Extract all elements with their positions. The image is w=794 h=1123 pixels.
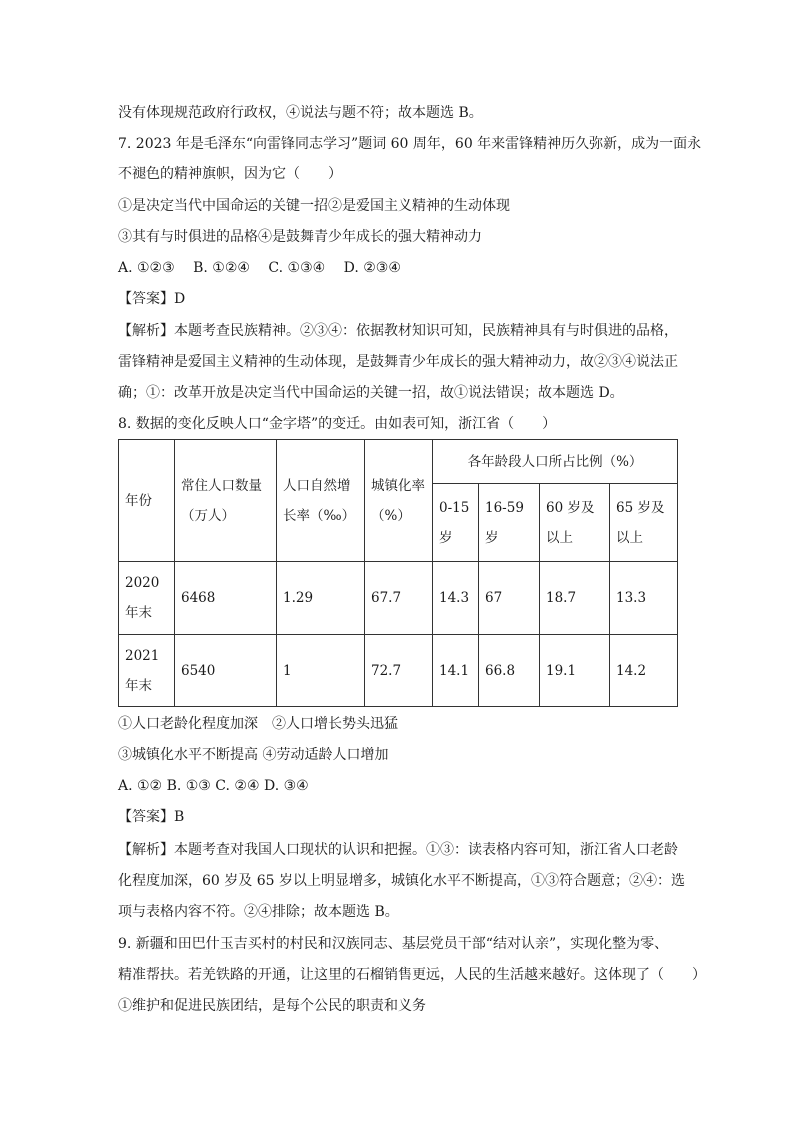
q7-answer: 【答案】D xyxy=(118,291,186,307)
q9-stem-line-1: 9. 新疆和田巴什玉吉买村的村民和汉族同志、基层党员干部“结对认亲”，实现化整为零、 xyxy=(118,936,669,952)
cell-age-65-plus: 13.3 xyxy=(610,562,678,635)
cell-age-0-15: 14.3 xyxy=(433,562,479,635)
cell-urban: 72.7 xyxy=(365,635,433,707)
cell-urban: 67.7 xyxy=(365,562,433,635)
cell-age-65-plus: 14.2 xyxy=(610,635,678,707)
q7-options-line-2: ③其有与时俱进的品格④是鼓舞青少年成长的强大精神动力 xyxy=(118,229,482,245)
q7-options-line-1: ①是决定当代中国命运的关键一招②是爱国主义精神的生动体现 xyxy=(118,198,510,214)
header-year: 年份 xyxy=(119,440,175,562)
q7-analysis-line-3: 确；①：改革开放是决定当代中国命运的关键一招，故①说法错误；故本题选 D。 xyxy=(118,385,624,401)
table-row xyxy=(119,562,678,635)
header-age-60-plus: 60 岁及以上 xyxy=(540,484,610,562)
q8-choices: A. ①② B. ①③ C. ②④ D. ③④ xyxy=(118,778,309,794)
q9-options-line-1: ①维护和促进民族团结，是每个公民的职责和义务 xyxy=(118,998,426,1014)
q8-analysis-line-2: 化程度加深，60 岁及 65 岁以上明显增多，城镇化水平不断提高，①③符合题意；②④：选 xyxy=(118,873,685,889)
header-age-group: 各年龄段人口所占比例（%） xyxy=(433,440,678,484)
cell-age-16-59: 66.8 xyxy=(479,635,540,707)
cell-population: 6540 xyxy=(175,635,277,707)
prev-analysis-end: 没有体现规范政府行政权，④说法与题不符；故本题选 B。 xyxy=(118,105,483,121)
q7-choices: A. ①②③ B. ①②④ C. ①③④ D. ②③④ xyxy=(118,260,401,276)
cell-age-60-plus: 18.7 xyxy=(540,562,610,635)
cell-growth: 1 xyxy=(277,635,365,707)
q8-analysis-line-1: 【解析】本题考查对我国人口现状的认识和把握。①③：读表格内容可知，浙江省人口老龄 xyxy=(118,842,678,858)
q8-options-line-1: ①人口老龄化程度加深 ②人口增长势头迅猛 xyxy=(118,716,398,732)
q7-stem-line-2: 不褪色的精神旗帜，因为它（ ） xyxy=(118,166,342,182)
cell-year: 2021 年末 xyxy=(119,635,175,707)
cell-population: 6468 xyxy=(175,562,277,635)
population-table xyxy=(118,439,678,707)
q7-analysis-line-1: 【解析】本题考查民族精神。②③④：依据教材知识可知，民族精神具有与时俱进的品格， xyxy=(118,323,678,339)
q9-stem-line-2: 精准帮扶。若羌铁路的开通，让这里的石榴销售更远，人民的生活越来越好。这体现了（ ） xyxy=(118,967,706,983)
cell-growth: 1.29 xyxy=(277,562,365,635)
cell-age-16-59: 67 xyxy=(479,562,540,635)
header-natural-growth: 人口自然增长率（‰） xyxy=(277,440,365,562)
cell-year: 2020 年末 xyxy=(119,562,175,635)
header-population: 常住人口数量（万人） xyxy=(175,440,277,562)
header-age-0-15: 0-15 岁 xyxy=(433,484,479,562)
cell-age-0-15: 14.1 xyxy=(433,635,479,707)
q7-stem-line-1: 7. 2023 年是毛泽东“向雷锋同志学习”题词 60 周年，60 年来雷锋精神历久弥新，成为一面永 xyxy=(118,136,702,152)
cell-age-60-plus: 19.1 xyxy=(540,635,610,707)
header-urbanization: 城镇化率（%） xyxy=(365,440,433,562)
q7-analysis-line-2: 雷锋精神是爱国主义精神的生动体现，是鼓舞青少年成长的强大精神动力，故②③④说法正 xyxy=(118,354,678,370)
table-row xyxy=(119,635,678,707)
q8-answer: 【答案】B xyxy=(118,809,185,825)
q8-stem: 8. 数据的变化反映人口“金字塔”的变迁。由如表可知，浙江省（ ） xyxy=(118,416,557,432)
header-age-16-59: 16-59 岁 xyxy=(479,484,540,562)
header-age-65-plus: 65 岁及以上 xyxy=(610,484,678,562)
q8-analysis-line-3: 项与表格内容不符。②④排除；故本题选 B。 xyxy=(118,904,399,920)
q8-options-line-2: ③城镇化水平不断提高 ④劳动适龄人口增加 xyxy=(118,747,389,763)
